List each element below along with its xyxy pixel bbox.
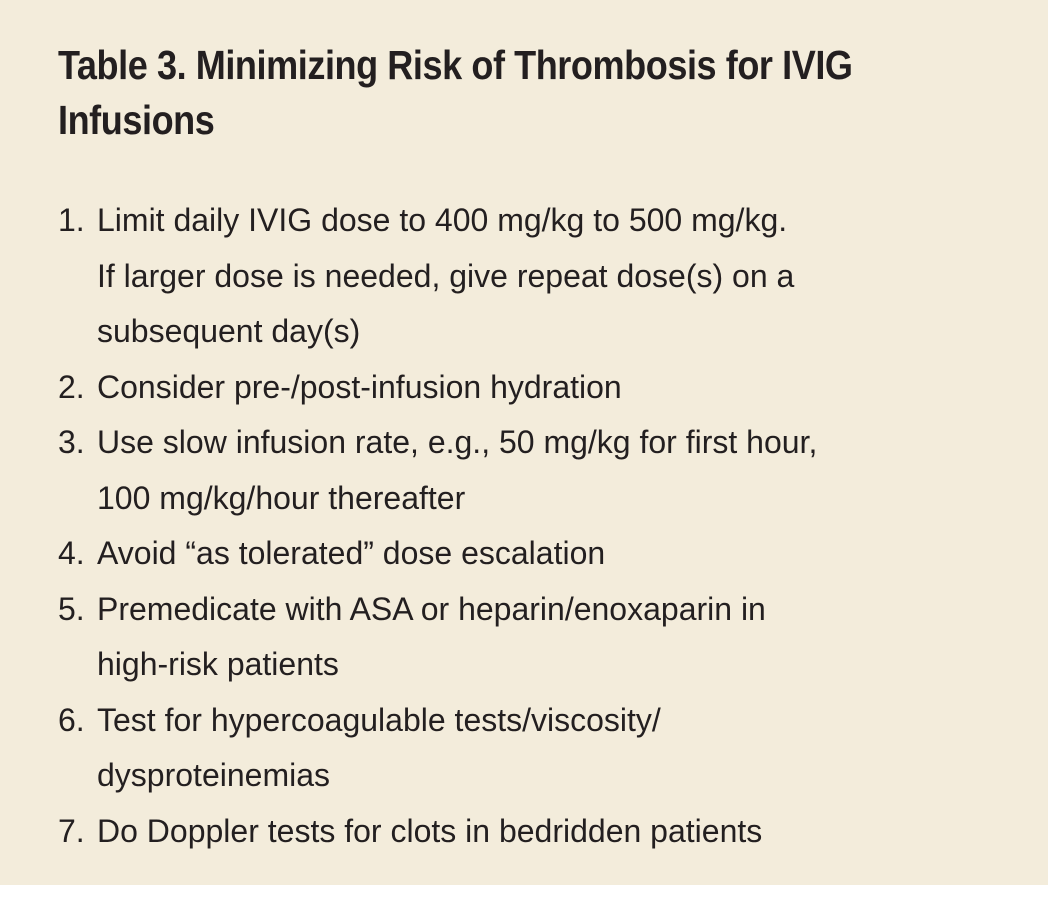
list-item-3 xyxy=(58,415,988,526)
table-title-line-1: Table 3. Minimizing Risk of Thrombosis for IVIG xyxy=(58,42,853,88)
item-text-line: Test for hypercoagulable tests/viscosity/ xyxy=(97,701,661,738)
item-number: 4. xyxy=(58,535,85,571)
item-text-line: Use slow infusion rate, e.g., 50 mg/kg for first hour, xyxy=(97,424,818,460)
item-text xyxy=(97,804,988,860)
list-item-4 xyxy=(58,526,988,582)
item-text-line: If larger dose is needed, give repeat dose(s) on a xyxy=(97,257,795,294)
item-number: 1. xyxy=(58,202,85,238)
item-text-line: Avoid “as tolerated” dose escalation xyxy=(97,535,606,571)
item-text-line: Do Doppler tests for clots in bedridden patients xyxy=(97,812,763,849)
table-title xyxy=(58,38,903,148)
item-number: 2. xyxy=(58,368,85,405)
item-text xyxy=(97,415,988,526)
item-text xyxy=(97,526,988,582)
item-text-line: Premedicate with ASA or heparin/enoxaparin in xyxy=(97,590,766,627)
item-text-line: Limit daily IVIG dose to 400 mg/kg to 500 mg/kg. xyxy=(97,202,788,238)
item-text-line: subsequent day(s) xyxy=(97,313,361,349)
item-number: 6. xyxy=(58,701,85,738)
list-item-6 xyxy=(58,693,988,804)
item-number: 3. xyxy=(58,424,85,460)
item-text xyxy=(97,582,988,693)
item-number: 5. xyxy=(58,590,85,627)
list-item-1 xyxy=(58,193,988,360)
table-title-line-2: Infusions xyxy=(58,97,215,143)
item-text xyxy=(97,360,988,416)
item-text xyxy=(97,193,988,360)
list-item-2 xyxy=(58,360,988,416)
item-text-line: high-risk patients xyxy=(97,646,339,682)
item-number: 7. xyxy=(58,812,85,849)
item-text-line: dysproteinemias xyxy=(97,757,330,793)
recommendation-list xyxy=(58,193,988,859)
item-text-line: Consider pre-/post-infusion hydration xyxy=(97,368,622,405)
item-text-line: 100 mg/kg/hour thereafter xyxy=(97,479,466,516)
item-text xyxy=(97,693,988,804)
list-item-7 xyxy=(58,804,988,860)
list-item-5 xyxy=(58,582,988,693)
